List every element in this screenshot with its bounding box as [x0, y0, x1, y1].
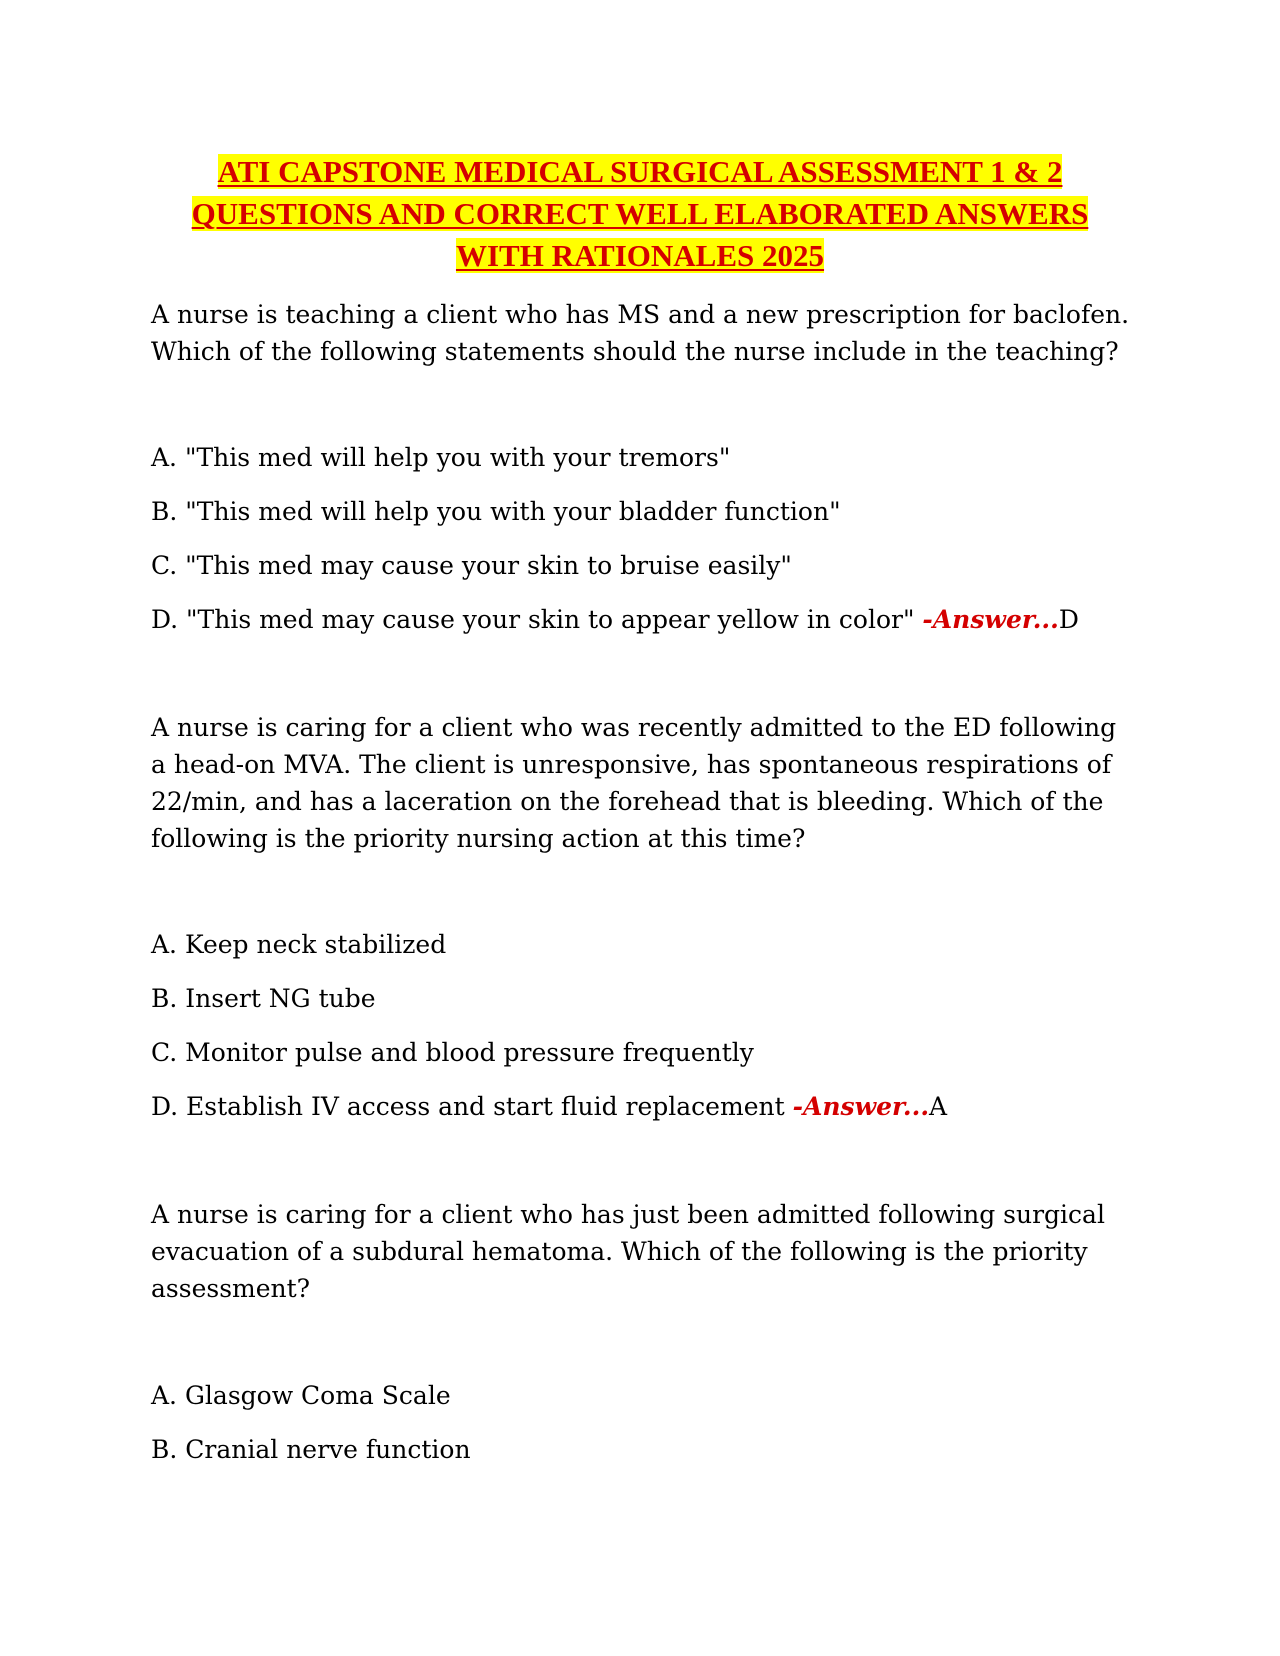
question-1-option-a: A. "This med will help you with your tremors": [151, 443, 731, 472]
question-2-option-c: C. Monitor pulse and blood pressure frequently: [151, 1038, 754, 1067]
question-2-option-d-row: [151, 1089, 1131, 1125]
title-line-2: QUESTIONS AND CORRECT WELL ELABORATED ANSWERS: [191, 196, 1089, 231]
answer-label: -Answer...: [792, 1092, 930, 1121]
answer-label: -Answer...: [922, 605, 1059, 634]
title-line-1: ATI CAPSTONE MEDICAL SURGICAL ASSESSMENT 1 & 2: [217, 154, 1063, 189]
question-2-option-b: B. Insert NG tube: [151, 984, 376, 1013]
question-1-option-d: D. "This med may cause your skin to appear yellow in color": [151, 605, 923, 634]
question-2-answer: A: [929, 1092, 948, 1121]
question-2-option-a: A. Keep neck stabilized: [151, 930, 447, 959]
question-1-answer: D: [1058, 605, 1079, 634]
question-3-stem: A nurse is caring for a client who has just been admitted following surgical evacuation of a subdural hematoma. Which of the following is the priority assessment?: [151, 1200, 1105, 1303]
title-line-3: WITH RATIONALES 2025: [455, 238, 825, 273]
question-1-option-c: C. "This med may cause your skin to bruise easily": [151, 551, 792, 580]
question-1-option-d-row: [151, 602, 1131, 638]
question-1-option-b: B. "This med will help you with your bladder function": [151, 497, 841, 526]
question-1-stem: A nurse is teaching a client who has MS and a new prescription for baclofen. Which of the following statements should the nurse include in the teaching?: [151, 300, 1130, 366]
question-2-stem: A nurse is caring for a client who was recently admitted to the ED following a head-on MVA. The client is unresponsive, has spontaneous respirations of 22/min, and has a laceration on the forehead that is bleeding. Which of the following is the priority nursing action at this time?: [151, 713, 1117, 853]
question-2-option-d: D. Establish IV access and start fluid replacement: [151, 1092, 793, 1121]
question-3-option-a: A. Glasgow Coma Scale: [151, 1381, 451, 1410]
document-title: [150, 151, 1130, 277]
question-3-option-b: B. Cranial nerve function: [151, 1435, 471, 1464]
